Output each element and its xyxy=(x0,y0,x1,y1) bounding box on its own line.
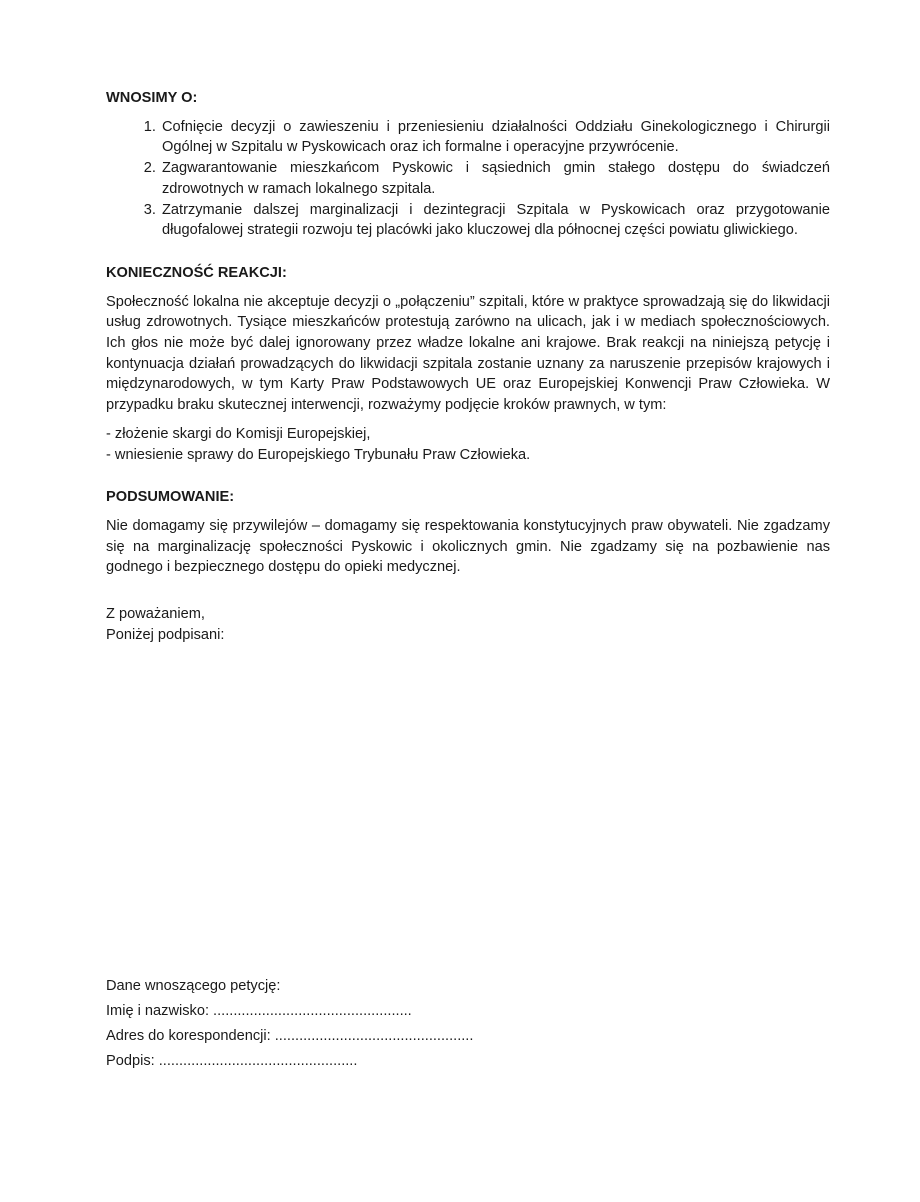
signature-field-line: Podpis: ................................................. xyxy=(106,1053,358,1069)
legal-steps-list xyxy=(106,424,830,465)
requests-list xyxy=(106,117,830,241)
petitioner-details xyxy=(106,974,830,1074)
urgency-heading: KONIECZNOŚĆ REAKCJI: xyxy=(106,264,287,281)
legal-step-1: - złożenie skargi do Komisji Europejskiej, xyxy=(106,425,371,442)
summary-heading: PODSUMOWANIE: xyxy=(106,489,235,506)
summary-paragraph: Nie domagamy się przywilejów – domagamy się respektowania konstytucyjnych praw obywateli. Nie zgadzamy się na marginalizację społeczności Pyskowic i okolicznych gmin. Nie zgadzamy się na pozbawienie nas godnego i bezpiecznego dostępu do opieki medycznej. xyxy=(106,517,830,576)
salutation: Z poważaniem, xyxy=(106,606,205,623)
name-field-line: Imię i nazwisko: ................................................. xyxy=(106,1003,412,1019)
closing-block xyxy=(106,604,830,645)
request-item-3: 3. Zatrzymanie dalszej marginalizacji i dezintegracji Szpitala w Pyskowicach oraz przygotowanie długofalowej strategii rozwoju tej placówki jako kluczowej dla północnej części powiatu gliwickiego. xyxy=(160,200,830,241)
address-field-line: Adres do korespondencji: ................................................. xyxy=(106,1028,474,1044)
petitioner-title: Dane wnoszącego petycję: xyxy=(106,978,281,994)
urgency-paragraph: Społeczność lokalna nie akceptuje decyzji o „połączeniu” szpitali, które w praktyce sprowadzają się do likwidacji usług zdrowotnych. Tysiące mieszkańców protestują zarówno na ulicach, jak i w mediach społecznościowych. Ich głos nie może być dalej ignorowany przez władze lokalne ani krajowe. Brak reakcji na niniejszą petycję i kontynuacja działań prowadzących do likwidacji szpitala zostanie uznany za naruszenie przepisów krajowych i międzynarodowych, w tym Karty Praw Podstawowych UE oraz Europejskiej Konwencji Praw Człowieka. W przypadku braku skutecznej interwencji, rozważymy podjęcie kroków prawnych, w tym: xyxy=(106,293,830,414)
legal-step-2: - wniesienie sprawy do Europejskiego Trybunału Praw Człowieka. xyxy=(106,446,531,463)
signatories-label: Poniżej podpisani: xyxy=(106,626,225,643)
request-item-1: 1. Cofnięcie decyzji o zawieszeniu i przeniesieniu działalności Oddziału Ginekologicznego i Chirurgii Ogólnej w Szpitalu w Pyskowicach oraz ich formalne i operacyjne przywrócenie. xyxy=(160,117,830,158)
requests-heading: WNOSIMY O: xyxy=(106,90,198,106)
document-body xyxy=(106,88,830,645)
request-item-2: 2. Zagwarantowanie mieszkańcom Pyskowic i sąsiednich gmin stałego dostępu do świadczeń zdrowotnych w ramach lokalnego szpitala. xyxy=(160,158,830,199)
